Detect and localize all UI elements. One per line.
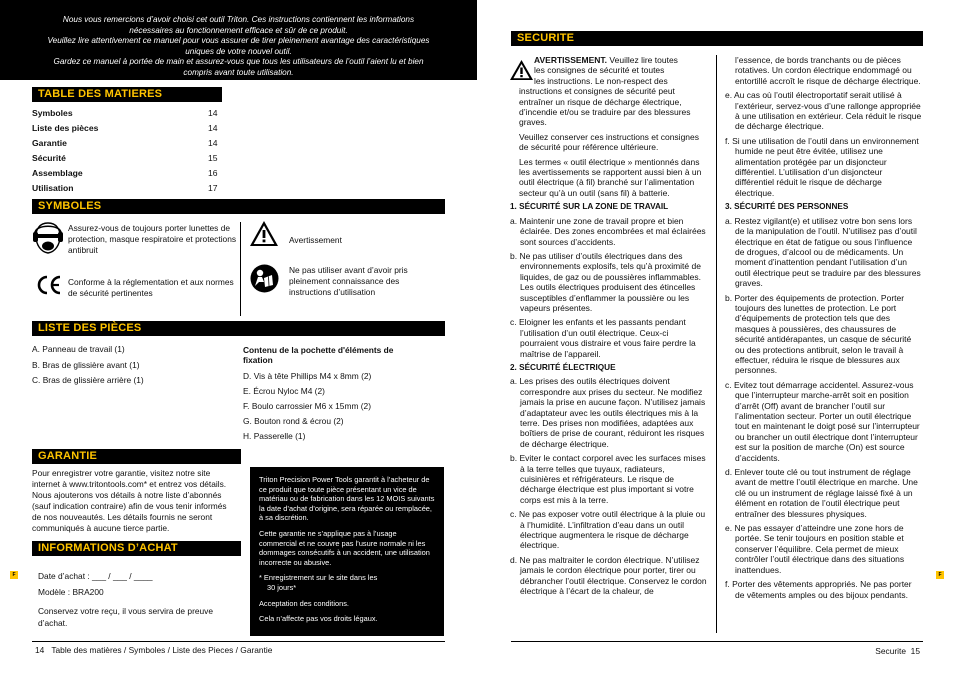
- toc-page: 16: [208, 168, 218, 178]
- warning-bold: AVERTISSEMENT.: [534, 55, 608, 65]
- safety-item: f. Porter des vêtements appropriés. Ne pas porter de vêtements amples ou des bijoux pendants.: [725, 579, 912, 600]
- part-item: A. Panneau de travail (1): [32, 344, 125, 354]
- fixing-bag-title: Contenu de la pochette d'éléments de fixation: [243, 345, 394, 365]
- toc-row-usage[interactable]: [32, 183, 222, 195]
- bag-item: F. Boulo carrossier M6 x 15mm (2): [243, 401, 371, 411]
- intro-line: nécessaires au fonctionnement efficace et sûr de ce produit.: [129, 25, 348, 35]
- purchase-model: Modèle : BRA200: [38, 587, 104, 597]
- footer-rule-left: [32, 641, 445, 642]
- warning-line: les consignes de sécurité et toutes: [534, 65, 665, 76]
- safety-column-1: [510, 55, 707, 601]
- ce-text: Conforme à la réglementation et aux normes de sécurité pertinentes: [68, 277, 234, 298]
- part-item: B. Bras de glissière avant (1): [32, 360, 140, 370]
- warranty-terms-text: 30 jours*: [267, 582, 297, 592]
- safety-item: e. Ne pas essayer d’atteindre une zone hors de portée. Se tenir toujours en position stable et conserver l’équilibre. Cela permet de mieux contrôler l’outil électrique dans des situations inattendues.: [725, 523, 905, 575]
- toc-label: Assemblage: [32, 168, 83, 178]
- warning-text: instructions et consignes de sécurité peut entraîner un risque de décharge électrique, d’incendie et/ou se traduire par des blessures graves.: [519, 86, 691, 128]
- intro-line: compris avant toute utilisation.: [183, 67, 294, 77]
- toc-page: 14: [208, 108, 218, 118]
- safety-item: f. Si une utilisation de l’outil dans un environnement humide ne peut être évitée, utilisez une alimentation protégée par un disjoncteur différentiel. L’utilisation d’un disjoncteur différentiel réduit le risque de décharge électrique.: [725, 135, 919, 198]
- intro-line: uniques de votre nouvel outil.: [185, 46, 292, 56]
- warranty-terms-text: Triton Precision Power Tools garantit à l’acheteur de ce produit que toute pièce présentant un vice de matériau ou de fabrication dans les 12 MOIS suivants la date d’achat d’origine, sera réparée ou remplacée, à sa discrétion.: [259, 475, 435, 523]
- safety-item: a. Maintenir une zone de travail propre et bien éclairée. Des zones encombrées et mal éclairées sont sources d’accidents.: [510, 215, 706, 247]
- terms-text: Les termes « outil électrique » mentionnés dans les avertissements se rapportent aussi bien à un outil électrique (à fil) branché sur l’alimentation secteur qu’à un outil (sans fil) à batterie.: [519, 156, 702, 198]
- warranty-terms-box: [250, 467, 444, 636]
- protection-icon: [33, 221, 63, 255]
- symbols-header: SYMBOLES: [32, 199, 445, 214]
- warning-line: les instructions. Le non-respect des: [534, 75, 668, 86]
- footer-rule-right: [511, 641, 923, 642]
- intro-line: Veuillez lire attentivement ce manuel pour vous assurer de tirer pleinement avantage des caractéristiques: [47, 36, 430, 46]
- language-tab-left: F: [10, 571, 18, 579]
- safety-item: a. Les prises des outils électriques doivent correspondre aux prises du secteur. Ne modifiez jamais la prise en aucune façon. N’utilisez jamais d’adaptateur avec les outils électriques mis à la terre. Des prises non modifiées, adaptées aux boîtiers de prise de courant, réduiront les risques de décharge électrique.: [510, 376, 706, 449]
- purchase-keep-receipt: Conservez votre reçu, il vous servira de preuve d’achat.: [38, 606, 214, 628]
- toc-row-safety[interactable]: [32, 153, 222, 165]
- safety-item-continued: l’essence, de bords tranchants ou de pièces rotatives. Un cordon électrique endommagé ou entortillé accroît le risque de décharge électrique.: [735, 55, 921, 86]
- footer-left-title: Table des matières / Symboles / Liste des Pieces / Garantie: [51, 645, 273, 655]
- footer-right: [840, 646, 920, 656]
- toc-page: 14: [208, 123, 218, 133]
- footer-right-title: Securite: [875, 646, 907, 656]
- safety-item: d. Ne pas maltraiter le cordon électrique. N’utilisez jamais le cordon électrique pour porter, tirer ou débrancher l’outil électrique. Conservez le cordon électrique à l’écart de la chaleur, de: [510, 554, 707, 597]
- toc-label: Garantie: [32, 138, 67, 148]
- warning-text: Avertissement: [289, 235, 342, 245]
- section-title-electrical: 2. SÉCURITÉ ÉLECTRIQUE: [510, 362, 616, 372]
- page-number-right: 15: [910, 646, 920, 656]
- safety-item: c. Evitez tout démarrage accidentel. Assurez-vous que l’interrupteur marche-arrêt soit en position d’arrêt (Off) avant de brancher l’outil sur l’alimentation secteur. Porter un outil électrique tout en maintenant le doigt posé sur l’interrupteur ou brancher un outil électrique dont l’interrupteur est sur la position de marche (On) est source d’accidents.: [725, 379, 920, 463]
- bag-item: G. Bouton rond & écrou (2): [243, 416, 344, 426]
- toc-row-parts[interactable]: [32, 123, 222, 135]
- safety-item: c. Ne pas exposer votre outil électrique à la pluie ou à l’humidité. L’infiltration d’eau dans un outil électrique augmentera le risque de décharge électrique.: [510, 509, 706, 551]
- manual-text: Ne pas utiliser avant d’avoir pris pleinement connaissance des instructions d’utilisation: [289, 265, 408, 297]
- intro-line: Nous vous remercions d’avoir choisi cet outil Triton. Ces instructions contiennent les informations: [62, 15, 415, 24]
- purchase-date: Date d’achat : ___ / ___ / ____: [38, 571, 153, 581]
- ce-mark-icon: [35, 274, 63, 296]
- warranty-terms-text: Cette garantie ne s’applique pas à l’usage commercial et ne couvre pas l’usure normale ni les dommages consécutifs à un accident, une utilisation incorrecte ou abusive.: [259, 528, 430, 567]
- toc-label: Utilisation: [32, 183, 74, 193]
- warranty-terms-text: Acceptation des conditions.: [259, 598, 349, 608]
- safety-item: e. Au cas où l’outil électroportatif serait utilisé à l’extérieur, servez-vous d’une rallonge appropriée à une utilisation en extérieur. Cela réduit le risque de décharge électrique.: [725, 90, 922, 132]
- warranty-text: Pour enregistrer votre garantie, visitez notre site internet à www.tritontools.com* et entrez vos détails. Nous ajouterons vos détails à notre liste d’abonnés (sauf indication contraire) afin de vous tenir informés de nos nouveautés. Les détails fournis ne seront communiqués à aucune tierce partie.: [32, 468, 227, 534]
- safety-column-2: [725, 55, 923, 604]
- read-manual-icon: [250, 264, 279, 293]
- language-tab-right: F: [936, 571, 944, 579]
- protection-text: Assurez-vous de toujours porter lunettes de protection, masque respiratoire et protections antibruit: [68, 223, 237, 255]
- toc-header: TABLE DES MATIERES: [32, 87, 222, 102]
- footer-left: [35, 645, 272, 655]
- part-item: C. Bras de glissière arrière (1): [32, 375, 144, 385]
- safety-item: d. Enlever toute clé ou tout instrument de réglage avant de mettre l’outil électrique en marche. Une clé ou un instrument de réglage laissé fixé à un élément en rotation de l’outil électrique peut entraîner des blessures physiques.: [725, 467, 918, 519]
- column-divider: [716, 55, 717, 633]
- symbols-divider: [240, 222, 241, 316]
- warranty-header: GARANTIE: [32, 449, 241, 464]
- toc-page: 14: [208, 138, 218, 148]
- intro-line: Gardez ce manuel à portée de main et assurez-vous que tous les utilisateurs de l’outil l’aient lu et bien: [53, 57, 424, 67]
- warranty-terms-text: Cela n’affecte pas vos droits légaux.: [259, 614, 378, 624]
- warning-line: Veuillez lire toutes: [607, 55, 678, 65]
- section-title-personal: 3. SÉCURITÉ DES PERSONNES: [725, 202, 849, 212]
- bag-item: H. Passerelle (1): [243, 431, 306, 441]
- safety-item: b. Eviter le contact corporel avec les surfaces mises à la terre telles que tuyaux, radiateurs, cuisinières et réfrigérateurs. Le risque de décharge électrique est plus important si votre corps est mis à la terre.: [510, 453, 706, 505]
- toc-label: Sécurité: [32, 153, 66, 163]
- toc-row-symbols[interactable]: [32, 108, 222, 120]
- safety-item: c. Eloigner les enfants et les passants pendant l’utilisation d’un outil électrique. Ceux-ci pourraient vous distraire et vous faire perdre la maîtrise de l’appareil.: [510, 317, 696, 359]
- safety-header: SECURITE: [511, 31, 923, 46]
- intro-banner: [0, 0, 477, 80]
- safety-item: a. Restez vigilant(e) et utilisez votre bon sens lors de la manipulation de l’outil. N’utilisez pas d’outil électrique en état de fatigue ou sous l’influence de drogues, d’alcool ou de médicaments. Un moment d’inattention pendant l’utilisation d’un outil électrique peut se traduire par des blessures graves.: [725, 215, 921, 289]
- bag-item: E. Écrou Nyloc M4 (2): [243, 386, 325, 396]
- purchase-header: INFORMATIONS D’ACHAT: [32, 541, 241, 556]
- safety-item: b. Ne pas utiliser d’outils électriques dans des environnements explosifs, tels qu’à proximité de liquides, de gaz ou de poussières inflammables. Les outils électriques produisent des étincelles susceptibles d’enflammer la poussière ou les vapeurs présentes.: [510, 250, 701, 313]
- warning-icon: [249, 220, 279, 247]
- toc-page: 15: [208, 153, 218, 163]
- warranty-terms-text: * Enregistrement sur le site dans les: [259, 573, 378, 583]
- parts-header: LISTE DES PIÈCES: [32, 321, 445, 336]
- toc-row-warranty[interactable]: [32, 138, 222, 150]
- safety-item: b. Porter des équipements de protection. Porter toujours des lunettes de protection. Le port d’équipements de protection tels que des masques à poussières, des chaussures de sécurité antidérapantes, un casque de sécurité ou des protections antibruit, selon le travail à effectuer, réduira le risque de blessures aux personnes.: [725, 292, 912, 376]
- toc-page: 17: [208, 183, 218, 193]
- section-title-work-area: 1. SÉCURITÉ SUR LA ZONE DE TRAVAIL: [510, 202, 669, 212]
- page-number-left: 14: [35, 645, 45, 655]
- toc-label: Liste des pièces: [32, 123, 99, 133]
- toc-row-assembly[interactable]: [32, 168, 222, 180]
- toc-label: Symboles: [32, 108, 73, 118]
- bag-item: D. Vis à tête Phillips M4 x 8mm (2): [243, 371, 372, 381]
- keep-instructions-text: Veuillez conserver ces instructions et consignes de sécurité pour référence ultérieure.: [519, 131, 700, 153]
